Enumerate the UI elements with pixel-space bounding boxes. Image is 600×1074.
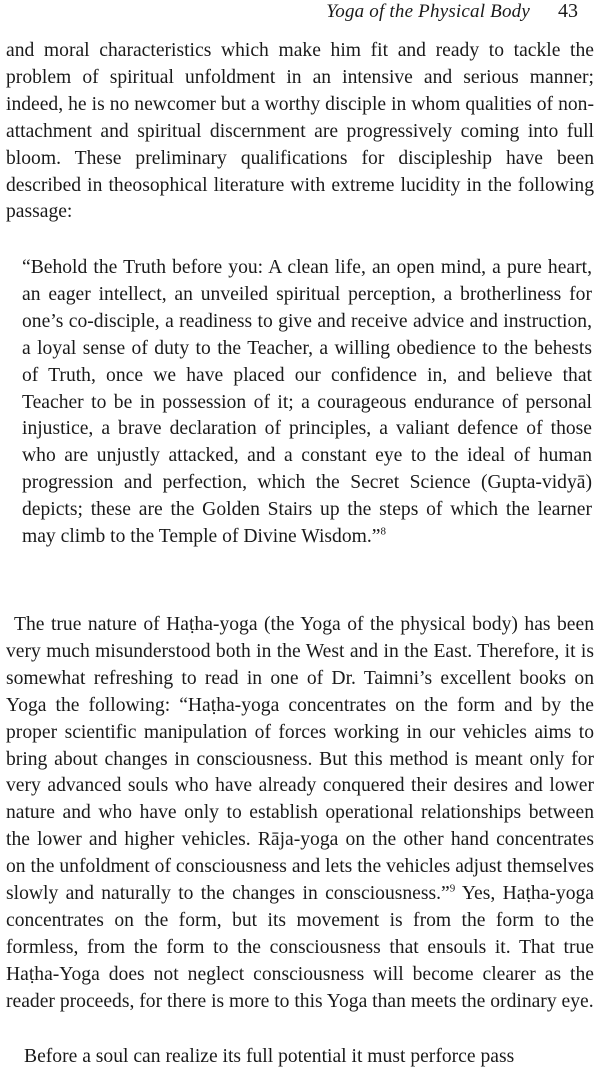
footnote-reference-8: 8 — [380, 525, 386, 538]
block-quote — [22, 255, 592, 551]
page-number: 43 — [558, 0, 578, 22]
body-paragraph-2-part-1: The true nature of Haṭha-yoga (the Yoga of the physical body) has been very much misunderstood both in the West and in the East. Therefore, it is somewhat refreshing to read in one of Dr. Taimni’s excellent books on Yoga the following: “Haṭha-yoga concentrates on the form and by the proper scientific manipulation of forces working in our vehicles aims to bring about changes in consciousness. But this method is meant only for very advanced souls who have already conquered their desires and lower nature and who have only to establish operational relationships between the lower and higher vehicles. Rāja-yoga on the other hand concentrates on the unfoldment of consciousness and lets the vehicles adjust themselves slowly and naturally to the changes in consciousness.” — [6, 614, 594, 905]
body-paragraph-2-part-2: Yes, Haṭha-yoga concentrates on the form, but its movement is from the form to the formless, from the form to the consciousness that ensouls it. That true Haṭha-Yoga does not neglect consciousness will become clearer as the reader proceeds, for there is more to this Yoga than meets the ordinary eye. — [6, 883, 594, 1012]
footnote-reference-9: 9 — [449, 882, 456, 895]
block-quote-text: “Behold the Truth before you: A clean life, an open mind, a pure heart, an eager intellect, an unveiled spiritual perception, a brotherliness for one’s co-disciple, a readiness to give and receive advice and instruction, a loyal sense of duty to the Teacher, a willing obedience to the behests of Truth, once we have placed our confidence in, and believe that Teacher to be in possession of it; a courageous endurance of personal injustice, a brave declaration of principles, a valiant defence of those who are unjustly attacked, and a constant eye to the ideal of human progression and perfection, which the Secret Science (Gupta-vidyā) depicts; these are the Golden Stairs up the steps of which the learner may climb to the Temple of Divine Wisdom.” — [22, 257, 592, 548]
running-title: Yoga of the Physical Body — [326, 1, 530, 22]
body-paragraph-3: Before a soul can realize its full potential it must perforce pass — [24, 1046, 515, 1067]
running-header — [326, 0, 578, 26]
body-paragraph-1: and moral characteristics which make him fit and ready to tackle the problem of spiritual unfoldment in an intensive and serious manner; indeed, he is no newcomer but a worthy disciple in whom qualities of non-attachment and spiritual discernment are progressively coming into full bloom. These preliminary qualifications for discipleship have been described in theosophical literature with extreme lucidity in the following passage: — [6, 40, 594, 223]
body-paragraph-2 — [6, 612, 594, 1016]
